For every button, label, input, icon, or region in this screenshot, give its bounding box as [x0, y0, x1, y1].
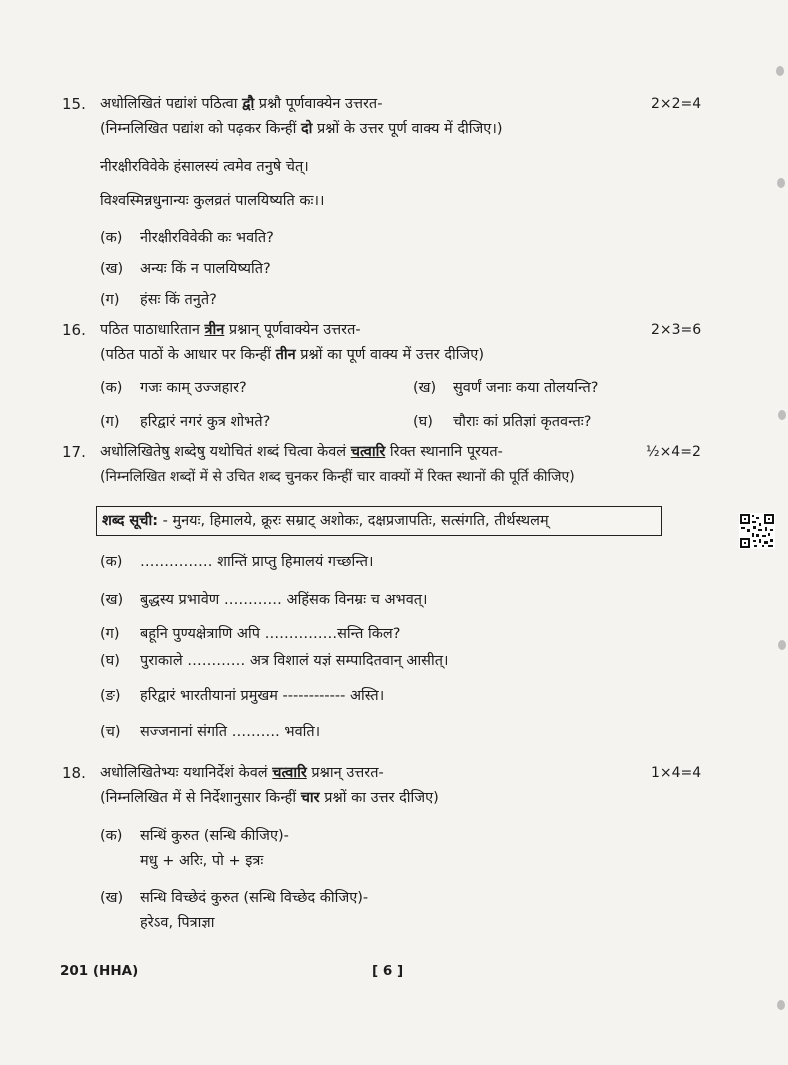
question-marks: 2×2=4 [651, 96, 702, 112]
question-instruction: अधोलिखितं पद्यांशं पठित्वा द्वौ प्रश्नौ पूर्णवाक्येन उत्तरत- [100, 96, 383, 112]
option-label: (क) [100, 230, 123, 246]
scan-mark [777, 1000, 785, 1010]
scan-mark [778, 640, 786, 650]
question-instruction: पठित पाठाधारितान त्रीन प्रश्नान् पूर्णवाक्येन उत्तरत- [100, 322, 361, 338]
option-text: बुद्धस्य प्रभावेण ………… अहिंसक विनम्रः च अभवत्। [140, 592, 428, 608]
option-text: सज्जनानां संगति ………. भवति। [140, 724, 321, 740]
option-text: बहूनि पुण्यक्षेत्राणि अपि ……………सन्ति किल? [140, 626, 401, 642]
option-label: (ख) [100, 592, 124, 608]
option-label: (घ) [100, 653, 120, 669]
part-title: सन्धिं कुरुत (सन्धि कीजिए)- [140, 828, 289, 844]
scan-mark [776, 66, 784, 76]
question-hindi-instruction: (पठित पाठों के आधार पर किन्हीं तीन प्रश्नों का पूर्ण वाक्य में उत्तर दीजिए) [100, 347, 484, 363]
option-text: नीरक्षीरविवेकी कः भवति? [140, 230, 274, 246]
question-hindi-instruction: (निम्नलिखित पद्यांश को पढ़कर किन्हीं दो प्रश्नों के उत्तर पूर्ण वाक्य में दीजिए।) [100, 121, 503, 137]
word-list [102, 511, 549, 531]
option-label: (ख) [100, 261, 124, 277]
option-text: पुराकाले ………… अत्र विशालं यज्ञं सम्पादितवान् आसीत्। [140, 653, 449, 669]
option-text: …………… शान्तिं प्राप्तु हिमालयं गच्छन्ति। [140, 554, 374, 570]
option-label: (च) [100, 724, 121, 740]
verse-line: नीरक्षीरविवेके हंसालस्यं त्वमेव तनुषे चेत्। [100, 159, 309, 175]
option-label: (ग) [100, 626, 120, 642]
scan-mark [778, 410, 786, 420]
scan-mark [777, 178, 785, 188]
question-instruction: अधोलिखितेषु शब्देषु यथोचितं शब्दं चित्वा केवलं चत्वारि रिक्त स्थानानि पूरयत- [100, 444, 503, 460]
question-number: 16. [62, 321, 86, 339]
question-number: 15. [62, 95, 86, 113]
part-content: मधु + अरिः, पो + इत्रः [140, 853, 264, 869]
question-instruction: अधोलिखितेभ्यः यथानिर्देशं केवलं चत्वारि प्रश्नान् उत्तरत- [100, 765, 384, 781]
verse-line: विश्वस्मिन्नधुनान्यः कुलव्रतं पालयिष्यति कः।। [100, 193, 325, 209]
option-label: (ग) [100, 414, 120, 430]
option-text: हरिद्वारं भारतीयानां प्रमुखम ------------ अस्ति। [140, 688, 385, 704]
part-content: हरेऽव, पित्राज्ञा [140, 915, 215, 931]
question-number: 18. [62, 764, 86, 782]
question-marks: 2×3=6 [651, 322, 702, 338]
option-text: अन्यः किं न पालयिष्यति? [140, 261, 271, 277]
paper-code: 201 (HHA) [60, 963, 139, 979]
option-text: हरिद्वारं नगरं कुत्र शोभते? [140, 414, 271, 430]
option-text: गजः काम् उज्जहार? [140, 380, 247, 396]
option-label: (क) [100, 554, 123, 570]
word-list-label: शब्द सूची: [102, 513, 158, 529]
option-text: सुवर्णं जनाः कया तोलयन्ति? [453, 380, 599, 396]
option-text: हंसः किं तनुते? [140, 292, 217, 308]
option-text: चौराः कां प्रतिज्ञां कृतवन्तः? [453, 414, 592, 430]
question-number: 17. [62, 443, 86, 461]
page-number: [ 6 ] [372, 963, 404, 979]
question-marks: 1×4=4 [651, 765, 702, 781]
option-label: (घ) [413, 414, 433, 430]
option-label: (ङ) [100, 688, 121, 704]
part-label: (क) [100, 828, 123, 844]
part-label: (ख) [100, 890, 124, 906]
option-label: (क) [100, 380, 123, 396]
question-hindi-instruction: (निम्नलिखित में से निर्देशानुसार किन्हीं चार प्रश्नों का उत्तर दीजिए) [100, 790, 439, 806]
word-list-items: - मुनयः, हिमालये, क्रूरः सम्राट् अशोकः, दक्षप्रजापतिः, सत्संगति, तीर्थस्थलम् [158, 513, 549, 529]
option-label: (ख) [413, 380, 437, 396]
question-marks: ½×4=2 [646, 444, 701, 460]
option-label: (ग) [100, 292, 120, 308]
qr-code-icon [739, 513, 775, 549]
part-title: सन्धि विच्छेदं कुरुत (सन्धि विच्छेद कीजिए)- [140, 890, 369, 906]
question-hindi-instruction: (निम्नलिखित शब्दों में से उचित शब्द चुनकर किन्हीं चार वाक्यों में रिक्त स्थानों की पूर्ति कीजिए) [100, 469, 575, 485]
